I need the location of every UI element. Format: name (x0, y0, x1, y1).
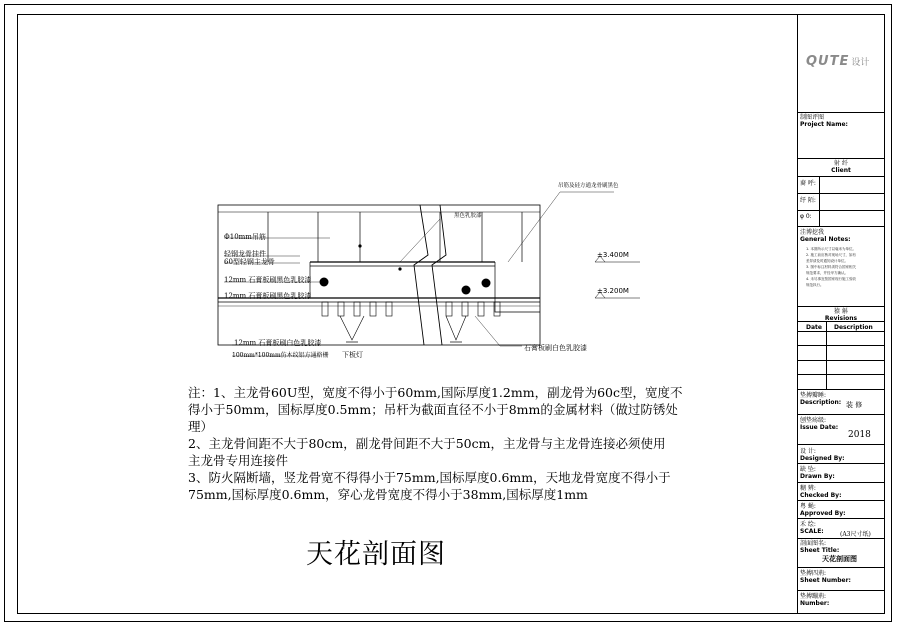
note-line: 理） (188, 419, 214, 434)
project-name-label: 制图评图 Project Name: (800, 114, 848, 128)
designed-by-label: 设 计: Designed By: (800, 448, 845, 462)
description-value: 装 修 (846, 401, 863, 409)
callout-main-keel: 60型轻钢主龙骨 (224, 258, 275, 266)
page-title: 天花剖面图 (306, 539, 446, 570)
sheet-title-label: 剖面图名: Sheet Title: (800, 540, 840, 554)
callout-white-paint: 石膏板刷白色乳胶漆 (524, 344, 587, 352)
logo-text: QUTE (806, 54, 850, 69)
checked-by-label: 糊 辨: Checked By: (800, 485, 842, 499)
issue-date-label: 刨垫疡级: Issue Date: (800, 417, 839, 431)
general-notes-text: 1. 本图所示尺寸以毫米为单位。 2. 施工前应核对现场尺寸，如有 差异请及时通知设计单位。 3. 图中标注材料须符合国家相关 规范要求，并经甲方确认。 4. 未尽事宜按国家现行施工验收 规范执行。 (806, 247, 856, 287)
number-label: 垫搏蹦荊: Number: (800, 593, 830, 607)
client-row-3: φ 0: (800, 213, 812, 220)
rev-desc-header: Description (834, 324, 873, 331)
note-line: 得小于50mm，国标厚度0.5mm；吊杆为截面直径不小于8mm的金属材料（做过防锈处 (188, 402, 678, 417)
general-notes-label: 洼博挖我 General Notes: (800, 229, 851, 243)
callout-black-paint: 黑色乳胶漆 (454, 213, 482, 219)
elevation-lower: ±3.200M (597, 287, 629, 295)
issue-date-value: 2018 (848, 430, 871, 440)
revisions-label: 猿 斛 Revisions (824, 308, 858, 322)
logo-suffix: 设计 (851, 58, 870, 68)
client-row-2: 纾 陌: (800, 197, 816, 204)
rev-date-header: Date (806, 324, 822, 331)
note-line: 主龙骨专用连接件 (188, 453, 289, 468)
note-line: 3、防火隔断墙，竖龙骨宽不得得小于75mm,国标厚度0.6mm，天地龙骨宽度不得小于 (188, 470, 671, 485)
callout-board-white: 12mm 石膏板刷白色乳胶漆 (234, 339, 322, 347)
callout-board-black-1: 12mm 石膏板刷黑色乳胶漆 (224, 276, 312, 284)
note-line: 注：1、主龙骨60U型，宽度不得小于60mm,国际厚度1.2mm，副龙骨为60c型，宽度不 (188, 385, 683, 400)
note-line: 75mm,国标厚度0.6mm，穿心龙骨宽度不得小于38mm,国标厚度1mm (188, 487, 588, 502)
scale-label: 禾 绘: SCALE: (800, 521, 824, 535)
callout-board-black-2: 12mm 石膏板刷黑色乳胶漆 (224, 292, 312, 300)
sheet-title-value: 天花剖面图 (822, 555, 857, 563)
drawn-by-label: 缺 坠: Drawn By: (800, 466, 835, 480)
callout-hanger: 轻钢龙骨挂件 (224, 250, 266, 258)
approved-by-label: 粤 蝇: Approved By: (800, 503, 846, 517)
callout-downlight: 下板灯 (342, 351, 363, 359)
callout-top: 吊筋及硅方通龙骨刷黑色 (558, 183, 619, 189)
sheet-number-label: 垫搏四荊: Sheet Number: (800, 570, 851, 584)
description-label: 垫搏瓣睡: Description: (800, 392, 842, 406)
construction-notes (188, 384, 688, 503)
callout-rod: Φ10mm吊筋 (224, 233, 266, 241)
callout-wood-tube: 100mm*100mm仿木纹铝方通格栅 (232, 352, 329, 359)
client-row-1: 裔 呼: (800, 180, 816, 187)
note-line: 2、主龙骨间距不大于80cm，副龙骨间距不大于50cm，主龙骨与主龙骨连接必须使用 (188, 436, 666, 451)
elevation-upper: ±3.400M (597, 251, 629, 259)
scale-value: (A3尺寸纸) (840, 531, 871, 538)
client-label: 射 纤 Client (831, 160, 851, 174)
